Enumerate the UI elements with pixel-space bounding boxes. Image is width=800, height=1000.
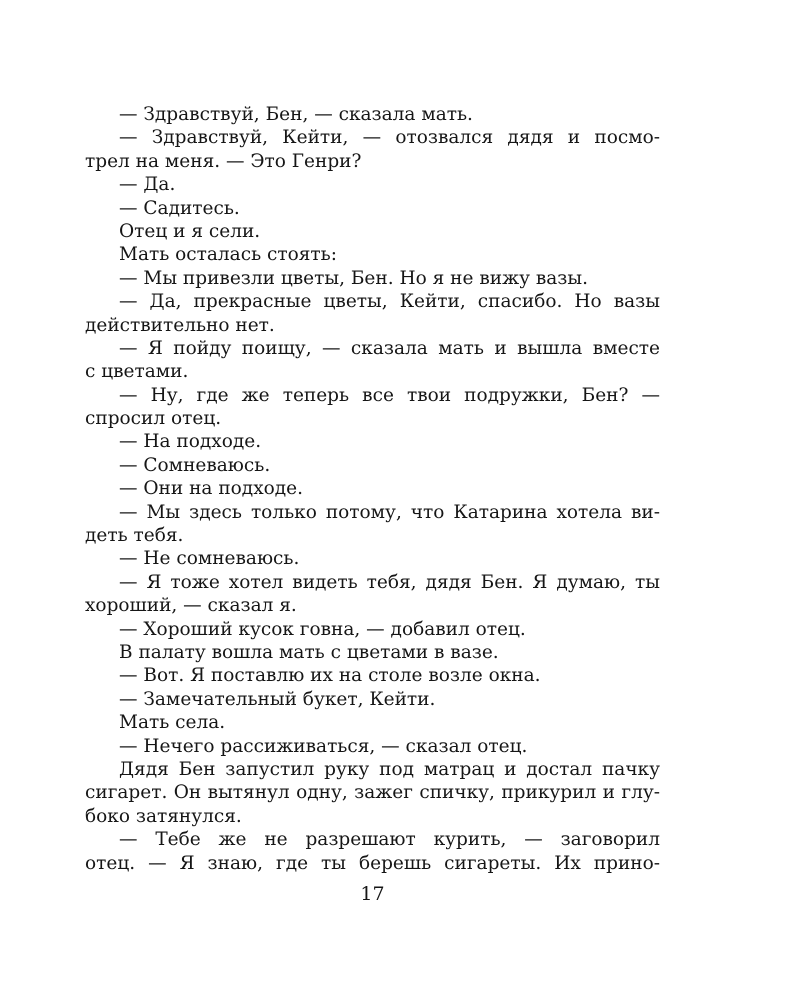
text-line: трел на меня. — Это Генри?: [85, 150, 362, 172]
text-line: — Я пойду поищу, — сказала мать и вышла вместе: [119, 337, 660, 359]
text-line: Мать осталась стоять:: [119, 244, 337, 266]
body-text: [85, 103, 660, 875]
text-line: — Не сомневаюсь.: [119, 548, 300, 570]
text-line: — Тебе же не разрешают курить, — заговорил: [119, 829, 660, 851]
text-line: — Они на подходе.: [119, 478, 303, 500]
text-line: — Я тоже хотел видеть тебя, дядя Бен. Я думаю, ты: [119, 571, 660, 593]
text-line: — Хороший кусок говна, — добавил отец.: [119, 618, 526, 640]
text-line: — Ну, где же теперь все твои подружки, Бен? —: [119, 384, 660, 406]
text-line: — Да, прекрасные цветы, Кейти, спасибо. Но вазы: [119, 291, 660, 313]
text-line: с цветами.: [85, 361, 189, 383]
text-line: — На подходе.: [119, 431, 262, 453]
text-line: хороший, — сказал я.: [85, 595, 297, 617]
text-line: — Мы привезли цветы, Бен. Но я не вижу вазы.: [119, 267, 588, 289]
text-line: Мать села.: [119, 712, 226, 734]
text-line: — Сомневаюсь.: [119, 454, 271, 476]
text-line: В палату вошла мать с цветами в вазе.: [119, 641, 499, 663]
text-line: — Нечего рассиживаться, — сказал отец.: [119, 735, 528, 757]
text-line: — Да.: [119, 174, 176, 196]
text-line: — Мы здесь только потому, что Катарина хотела ви-: [119, 501, 660, 523]
text-line: — Здравствуй, Бен, — сказала мать.: [119, 104, 473, 125]
text-line: боко затянулся.: [85, 805, 242, 827]
text-line: — Садитесь.: [119, 197, 240, 219]
text-line: Дядя Бен запустил руку под матрац и достал пачку: [119, 758, 660, 780]
text-line: отец. — Я знаю, где ты берешь сигареты. Их прино-: [85, 852, 660, 874]
text-line: спросил отец.: [85, 408, 222, 430]
text-line: действительно нет.: [85, 314, 275, 336]
text-line: сигарет. Он вытянул одну, зажег спичку, прикурил и глу-: [85, 782, 660, 804]
text-line: — Замечательный букет, Кейти.: [119, 688, 436, 710]
text-line: Отец и я сели.: [119, 220, 261, 242]
page-number: 17: [360, 883, 385, 905]
text-line: — Вот. Я поставлю их на столе возле окна.: [119, 665, 541, 687]
text-line: — Здравствуй, Кейти, — отозвался дядя и посмо-: [119, 127, 660, 149]
text-line: деть тебя.: [85, 525, 184, 547]
